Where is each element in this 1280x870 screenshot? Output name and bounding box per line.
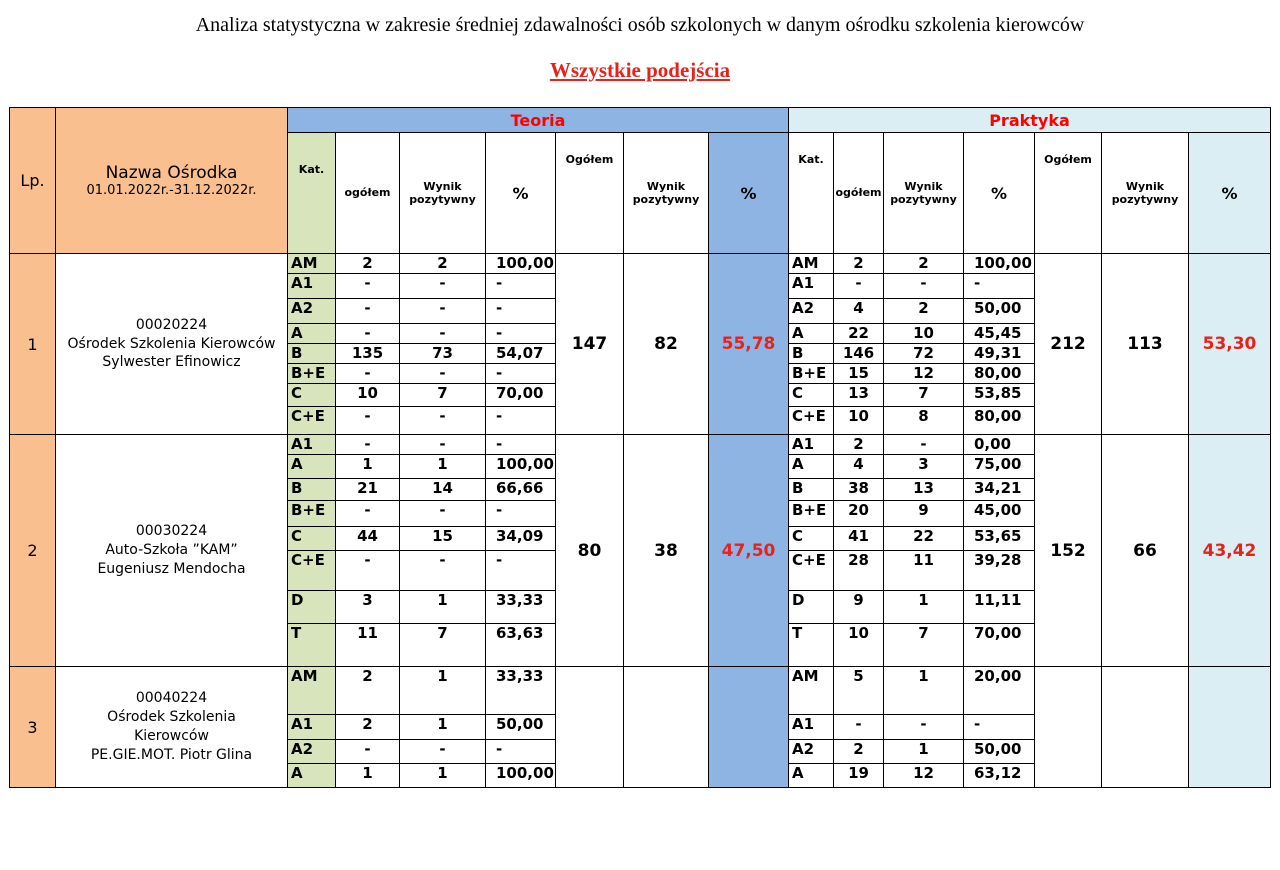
header-teoria-kat: Kat. — [288, 133, 336, 254]
theory-kat: AM — [288, 667, 336, 715]
theory-ogolem: 1 — [336, 455, 400, 479]
practice-pct: 39,28 — [964, 551, 1035, 591]
practice-ogolem: 4 — [834, 455, 884, 479]
practice-ogolem: 9 — [834, 591, 884, 624]
practice-total — [1035, 667, 1102, 788]
practice-kat: D — [789, 591, 834, 624]
theory-wynik: - — [400, 740, 486, 764]
theory-pct: 33,33 — [486, 667, 556, 715]
practice-ogolem: 10 — [834, 407, 884, 435]
header-teoria-ogolem-total: Ogółem — [556, 133, 624, 254]
theory-pct: 70,00 — [486, 384, 556, 407]
theory-kat: A2 — [288, 299, 336, 324]
practice-percent — [1189, 667, 1271, 788]
theory-pct: - — [486, 324, 556, 344]
practice-ogolem: 13 — [834, 384, 884, 407]
center-name: 00020224 Ośrodek Szkolenia Kierowców Sylwester Efinowicz — [56, 254, 288, 435]
practice-ogolem: 20 — [834, 501, 884, 527]
practice-pct: 49,31 — [964, 344, 1035, 364]
practice-percent: 43,42 — [1189, 435, 1271, 667]
theory-total: 147 — [556, 254, 624, 435]
practice-kat: B+E — [789, 364, 834, 384]
theory-positive: 82 — [624, 254, 709, 435]
theory-ogolem: 2 — [336, 715, 400, 740]
theory-kat: T — [288, 624, 336, 667]
practice-pct: 80,00 — [964, 407, 1035, 435]
theory-wynik: 14 — [400, 479, 486, 501]
practice-wynik: 3 — [884, 455, 964, 479]
theory-pct: - — [486, 364, 556, 384]
theory-wynik: 2 — [400, 254, 486, 274]
practice-kat: C — [789, 384, 834, 407]
center-name: 00040224 Ośrodek Szkolenia Kierowców PE.GIE.MOT. Piotr Glina — [56, 667, 288, 788]
table-row — [10, 254, 1271, 274]
practice-positive — [1102, 667, 1189, 788]
practice-ogolem: 2 — [834, 435, 884, 455]
header-praktyka: Praktyka — [789, 108, 1271, 133]
header-praktyka-wynik: Wynik pozytywny — [884, 133, 964, 254]
practice-kat: C+E — [789, 551, 834, 591]
theory-ogolem: 44 — [336, 527, 400, 551]
practice-kat: A — [789, 324, 834, 344]
theory-kat: B — [288, 344, 336, 364]
header-teoria: Teoria — [288, 108, 789, 133]
practice-kat: A2 — [789, 299, 834, 324]
theory-ogolem: - — [336, 274, 400, 299]
theory-kat: B+E — [288, 501, 336, 527]
practice-wynik: 13 — [884, 479, 964, 501]
theory-kat: A2 — [288, 740, 336, 764]
theory-kat: AM — [288, 254, 336, 274]
theory-wynik: - — [400, 274, 486, 299]
practice-ogolem: 2 — [834, 740, 884, 764]
theory-pct: 100,00 — [486, 764, 556, 788]
theory-pct: - — [486, 407, 556, 435]
theory-wynik: 1 — [400, 715, 486, 740]
practice-kat: A1 — [789, 435, 834, 455]
table-row — [10, 667, 1271, 715]
theory-pct: 63,63 — [486, 624, 556, 667]
theory-wynik: 1 — [400, 591, 486, 624]
theory-positive — [624, 667, 709, 788]
practice-total: 212 — [1035, 254, 1102, 435]
theory-pct: - — [486, 274, 556, 299]
practice-pct: 45,00 — [964, 501, 1035, 527]
theory-pct: 66,66 — [486, 479, 556, 501]
practice-ogolem: 10 — [834, 624, 884, 667]
theory-percent: 55,78 — [709, 254, 789, 435]
theory-ogolem: 11 — [336, 624, 400, 667]
theory-ogolem: 2 — [336, 254, 400, 274]
practice-wynik: 11 — [884, 551, 964, 591]
practice-ogolem: 22 — [834, 324, 884, 344]
center-name: 00030224 Auto-Szkoła ”KAM” Eugeniusz Mendocha — [56, 435, 288, 667]
theory-pct: 54,07 — [486, 344, 556, 364]
practice-kat: A1 — [789, 715, 834, 740]
center-lp: 3 — [10, 667, 56, 788]
theory-pct: - — [486, 551, 556, 591]
practice-positive: 113 — [1102, 254, 1189, 435]
theory-ogolem: 21 — [336, 479, 400, 501]
header-center-name-title: Nazwa Ośrodka — [105, 163, 238, 183]
practice-positive: 66 — [1102, 435, 1189, 667]
practice-ogolem: 5 — [834, 667, 884, 715]
practice-wynik: 12 — [884, 764, 964, 788]
practice-kat: A — [789, 764, 834, 788]
practice-pct: 50,00 — [964, 299, 1035, 324]
theory-wynik: - — [400, 299, 486, 324]
theory-wynik: 7 — [400, 384, 486, 407]
header-praktyka-ogolem-total: Ogółem — [1035, 133, 1102, 254]
theory-ogolem: - — [336, 740, 400, 764]
theory-kat: A1 — [288, 435, 336, 455]
theory-percent: 47,50 — [709, 435, 789, 667]
practice-ogolem: 28 — [834, 551, 884, 591]
practice-wynik: - — [884, 435, 964, 455]
theory-wynik: - — [400, 551, 486, 591]
practice-kat: T — [789, 624, 834, 667]
practice-kat: C+E — [789, 407, 834, 435]
header-teoria-wynik: Wynik pozytywny — [400, 133, 486, 254]
practice-pct: 11,11 — [964, 591, 1035, 624]
practice-wynik: 72 — [884, 344, 964, 364]
practice-pct: 34,21 — [964, 479, 1035, 501]
practice-wynik: 1 — [884, 740, 964, 764]
practice-wynik: 7 — [884, 624, 964, 667]
theory-pct: - — [486, 501, 556, 527]
practice-ogolem: 41 — [834, 527, 884, 551]
theory-ogolem: - — [336, 551, 400, 591]
theory-total — [556, 667, 624, 788]
theory-pct: 100,00 — [486, 455, 556, 479]
practice-ogolem: 15 — [834, 364, 884, 384]
theory-wynik: 7 — [400, 624, 486, 667]
theory-kat: A — [288, 324, 336, 344]
theory-pct: 34,09 — [486, 527, 556, 551]
header-period: 01.01.2022r.-31.12.2022r. — [86, 183, 257, 198]
center-lp: 2 — [10, 435, 56, 667]
theory-wynik: 73 — [400, 344, 486, 364]
theory-ogolem: - — [336, 364, 400, 384]
theory-ogolem: - — [336, 407, 400, 435]
header-praktyka-kat: Kat. — [789, 133, 834, 254]
theory-kat: A — [288, 764, 336, 788]
practice-pct: 0,00 — [964, 435, 1035, 455]
practice-wynik: 7 — [884, 384, 964, 407]
theory-kat: B+E — [288, 364, 336, 384]
theory-percent — [709, 667, 789, 788]
header-praktyka-pct: % — [964, 133, 1035, 254]
theory-wynik: 1 — [400, 764, 486, 788]
practice-kat: B+E — [789, 501, 834, 527]
theory-wynik: 15 — [400, 527, 486, 551]
practice-pct: 100,00 — [964, 254, 1035, 274]
practice-ogolem: 19 — [834, 764, 884, 788]
practice-pct: 80,00 — [964, 364, 1035, 384]
page-subtitle: Wszystkie podejścia — [549, 58, 731, 82]
theory-kat: C — [288, 527, 336, 551]
header-teoria-ogolem: ogółem — [336, 133, 400, 254]
practice-total: 152 — [1035, 435, 1102, 667]
theory-wynik: 1 — [400, 667, 486, 715]
practice-kat: C — [789, 527, 834, 551]
practice-ogolem: 4 — [834, 299, 884, 324]
theory-kat: C — [288, 384, 336, 407]
theory-positive: 38 — [624, 435, 709, 667]
table-row — [10, 435, 1271, 455]
practice-percent: 53,30 — [1189, 254, 1271, 435]
practice-kat: AM — [789, 254, 834, 274]
practice-kat: A — [789, 455, 834, 479]
practice-wynik: 8 — [884, 407, 964, 435]
practice-pct: - — [964, 274, 1035, 299]
theory-total: 80 — [556, 435, 624, 667]
practice-pct: 70,00 — [964, 624, 1035, 667]
theory-pct: - — [486, 740, 556, 764]
theory-ogolem: 1 — [336, 764, 400, 788]
practice-pct: 53,85 — [964, 384, 1035, 407]
header-praktyka-ogolem: ogółem — [834, 133, 884, 254]
theory-kat: C+E — [288, 551, 336, 591]
practice-pct: 53,65 — [964, 527, 1035, 551]
header-teoria-pct: % — [486, 133, 556, 254]
practice-ogolem: 146 — [834, 344, 884, 364]
practice-kat: B — [789, 479, 834, 501]
practice-kat: B — [789, 344, 834, 364]
practice-pct: 63,12 — [964, 764, 1035, 788]
practice-wynik: - — [884, 274, 964, 299]
practice-pct: 20,00 — [964, 667, 1035, 715]
theory-pct: 100,00 — [486, 254, 556, 274]
practice-wynik: 2 — [884, 254, 964, 274]
practice-wynik: 22 — [884, 527, 964, 551]
statistics-table — [9, 107, 1271, 788]
theory-kat: C+E — [288, 407, 336, 435]
theory-pct: 33,33 — [486, 591, 556, 624]
theory-wynik: - — [400, 435, 486, 455]
header-teoria-wynik-total: Wynik pozytywny — [624, 133, 709, 254]
practice-wynik: 1 — [884, 667, 964, 715]
theory-ogolem: - — [336, 435, 400, 455]
practice-pct: 45,45 — [964, 324, 1035, 344]
practice-ogolem: 2 — [834, 254, 884, 274]
theory-ogolem: 135 — [336, 344, 400, 364]
theory-pct: 50,00 — [486, 715, 556, 740]
header-praktyka-pct-total: % — [1189, 133, 1271, 254]
theory-ogolem: 2 — [336, 667, 400, 715]
theory-ogolem: - — [336, 299, 400, 324]
practice-wynik: 9 — [884, 501, 964, 527]
theory-wynik: - — [400, 407, 486, 435]
center-lp: 1 — [10, 254, 56, 435]
practice-kat: A1 — [789, 274, 834, 299]
theory-wynik: - — [400, 324, 486, 344]
header-lp: Lp. — [10, 108, 56, 254]
practice-kat: A2 — [789, 740, 834, 764]
theory-pct: - — [486, 435, 556, 455]
practice-pct: 75,00 — [964, 455, 1035, 479]
theory-wynik: 1 — [400, 455, 486, 479]
theory-kat: A — [288, 455, 336, 479]
theory-ogolem: - — [336, 324, 400, 344]
practice-wynik: 12 — [884, 364, 964, 384]
header-teoria-pct-total: % — [709, 133, 789, 254]
header-center-name — [56, 108, 288, 254]
theory-ogolem: - — [336, 501, 400, 527]
practice-wynik: 10 — [884, 324, 964, 344]
practice-ogolem: - — [834, 274, 884, 299]
theory-wynik: - — [400, 364, 486, 384]
practice-ogolem: 38 — [834, 479, 884, 501]
header-praktyka-wynik-total: Wynik pozytywny — [1102, 133, 1189, 254]
theory-kat: A1 — [288, 715, 336, 740]
practice-pct: 50,00 — [964, 740, 1035, 764]
theory-ogolem: 3 — [336, 591, 400, 624]
practice-wynik: 2 — [884, 299, 964, 324]
practice-pct: - — [964, 715, 1035, 740]
theory-kat: A1 — [288, 274, 336, 299]
practice-ogolem: - — [834, 715, 884, 740]
practice-wynik: - — [884, 715, 964, 740]
page-title: Analiza statystyczna w zakresie średniej zdawalności osób szkolonych w danym ośrodku szkolenia kierowców — [195, 14, 1085, 36]
theory-wynik: - — [400, 501, 486, 527]
theory-kat: D — [288, 591, 336, 624]
theory-ogolem: 10 — [336, 384, 400, 407]
practice-kat: AM — [789, 667, 834, 715]
theory-pct: - — [486, 299, 556, 324]
practice-wynik: 1 — [884, 591, 964, 624]
theory-kat: B — [288, 479, 336, 501]
